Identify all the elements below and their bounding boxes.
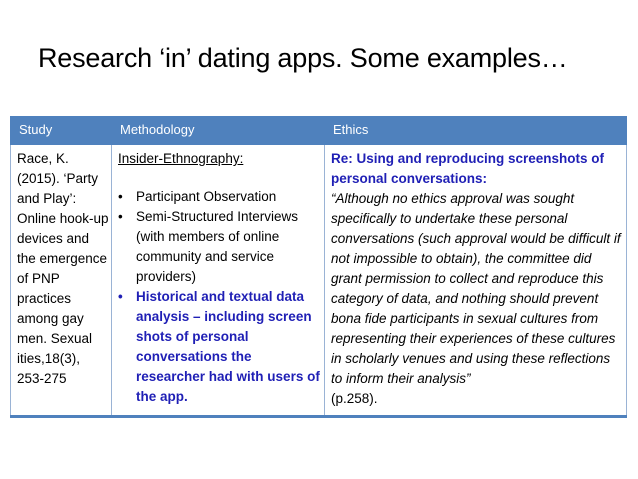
header-row [11,117,627,145]
ethics-heading: Re: Using and reproducing screenshots of personal conversations: [331,151,605,186]
header-methodology: Methodology [112,117,325,145]
bullet-icon: • [118,189,123,204]
methodology-heading: Insider-Ethnography: [118,151,244,166]
header-study: Study [11,117,112,145]
methodology-item-text: Participant Observation [136,189,277,204]
methodology-cell [112,145,325,417]
ethics-cell [325,145,627,417]
methodology-item-text: Historical and textual data analysis – including screen shots of personal conversations the researcher had with users of the app. [136,289,320,404]
table-header [11,117,627,145]
study-cell: Race, K. (2015). ‘Party and Play’: Online hook-up devices and the emergence of PNP practices among gay men. Sexual ities,18(3), 253-275 [11,145,112,417]
methodology-item [118,207,320,287]
slide-title: Research ‘in’ dating apps. Some examples… [38,43,568,73]
ethics-quote-block [331,189,622,409]
studies-table [10,116,627,418]
methodology-item-text: Semi-Structured Interviews (with members of online community and service providers) [136,209,299,284]
methodology-list [118,187,320,407]
methodology-item-highlighted [118,287,320,407]
methodology-item [118,187,320,207]
bullet-icon: • [118,289,123,304]
header-ethics: Ethics [325,117,627,145]
ethics-quote: “Although no ethics approval was sought specifically to undertake these personal conversations (such approval would be difficult if not impossible to obtain), the committee did grant permission to collect and reproduce this category of data, and nothing should prevent bona fide participants in sexual cultures from representing their experiences of these cultures in scholarly venues and using these reflections to inform their analysis” [331,191,621,386]
table-row [11,145,627,417]
ethics-citation: (p.258). [331,391,378,406]
bullet-icon: • [118,209,123,224]
